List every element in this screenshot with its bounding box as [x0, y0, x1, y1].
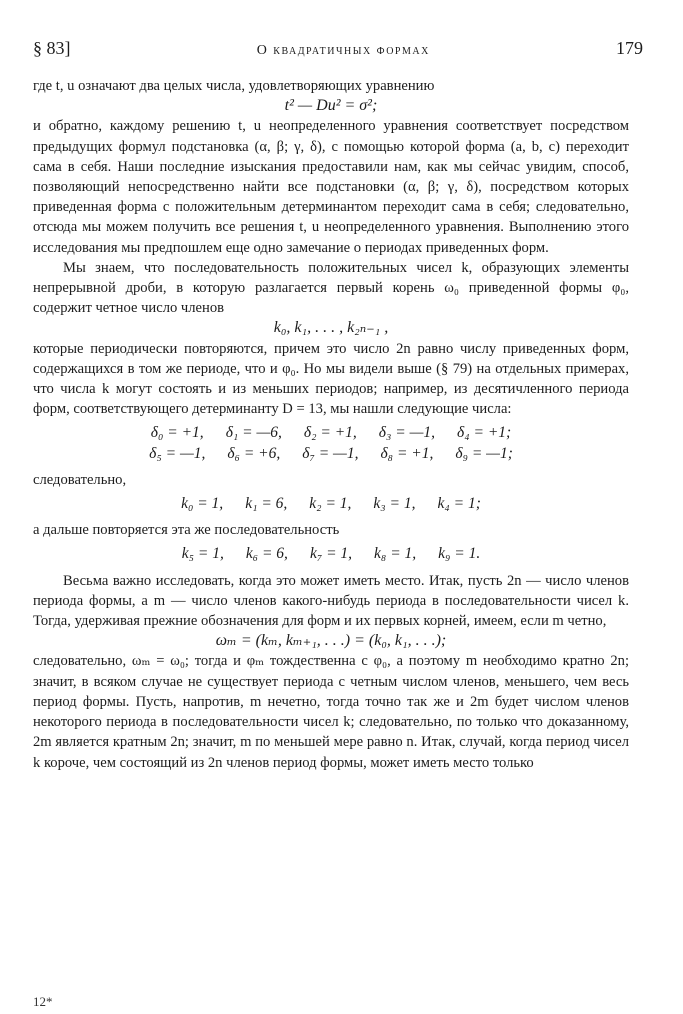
k-value: k₃ = 1, — [373, 495, 416, 513]
k-value: k₇ = 1, — [309, 545, 353, 563]
delta-value: δ₇ = —1, — [302, 444, 359, 462]
k-value: k₅ = 1, — [181, 545, 224, 563]
paragraph: где t, u означают два целых числа, удовлетворяющих уравнению — [33, 78, 435, 94]
running-header — [33, 38, 643, 62]
equation-pell: t² — Du² = σ²; — [284, 97, 378, 115]
page-number: 179 — [616, 38, 643, 58]
equation-omega: ωₘ = (kₘ, kₘ₊₁, . . .) = (k₀, k₁, . . .); — [215, 632, 447, 650]
delta-row — [33, 423, 629, 443]
k-value: k₀ = 1, — [181, 495, 224, 513]
paragraph: Мы знаем, что последовательность положительных чисел k, образующих элементы непрерывной дроби, в которую разлагается первый корень ω₀ приведенной формы φ₀, содержит четное число членов — [33, 259, 629, 317]
delta-row — [33, 444, 629, 464]
paragraph: которые периодически повторяются, причем это число 2n равно числу приведенных форм, содержащихся в том же периоде, что и φ₀. Но мы видели выше (§ 79) на отдельных примерах, что числа k могут состоять и из меньших периодов; например, из десятичленного периода форм, соответствующего детерминанту D = 13, мы нашли следующие числа: — [33, 340, 629, 418]
delta-table — [33, 423, 629, 463]
delta-value: δ₆ = +6, — [227, 444, 281, 462]
delta-value: δ₉ = —1; — [455, 444, 513, 462]
k-row — [33, 544, 629, 564]
paragraph: а дальше повторяется эта же последовательность — [33, 522, 340, 539]
k-row — [33, 494, 629, 514]
k-value: k₉ = 1. — [438, 545, 481, 563]
paragraph: следовательно, — [33, 471, 127, 488]
equation-k-sequence: k₀, k₁, . . . , k₂ₙ₋₁ , — [273, 319, 389, 337]
delta-value: δ₄ = +1; — [457, 424, 512, 442]
delta-value: δ₅ = —1, — [149, 444, 206, 462]
delta-value: δ₈ = +1, — [380, 444, 434, 462]
k-value: k₁ = 6, — [245, 495, 288, 513]
delta-value: δ₁ = —6, — [225, 424, 282, 442]
k-value: k₂ = 1, — [309, 495, 352, 513]
k-value: k₆ = 6, — [245, 545, 288, 563]
delta-value: δ₂ = +1, — [303, 424, 357, 442]
page-body — [33, 76, 629, 773]
k-value: k₄ = 1; — [437, 495, 481, 513]
running-title: О квадратичных формах — [256, 43, 430, 58]
k-value: k₈ = 1, — [374, 545, 417, 563]
delta-value: δ₀ = +1, — [150, 424, 204, 442]
signature-mark: 12* — [33, 994, 53, 1009]
delta-value: δ₃ = —1, — [378, 424, 436, 442]
section-ref: § 83] — [33, 38, 71, 58]
paragraph: Весьма важно исследовать, когда это может иметь место. Итак, пусть 2n — число членов периода формы, а m — число членов какого-нибудь периода в последовательности чисел k. Тогда, удерживая прежние обозначения для форм и их первых корней, имеем, если m четно, — [33, 572, 629, 630]
paragraph: следовательно, ωₘ = ω₀; тогда и φₘ тождественна с φ₀, а поэтому m необходимо кратно 2n; значит, в всяком случае не существует периода с четным числом членов, меньшего, чем весь период формы. Пусть, напротив, m нечетно, тогда точно так же и 2m будет числом членов некоторого периода в последовательности чисел k; следовательно, по только что доказанному, 2m является кратным 2n; значит, m по меньшей мере равно n. Итак, случай, когда период чисел k короче, чем состоящий из 2n членов период формы, может иметь место только — [33, 653, 629, 771]
paragraph: и обратно, каждому решению t, u неопределенного уравнения соответствует посредством предыдущих формул подстановка (α, β; γ, δ), с помощью которой форма (a, b, c) переходит сама в себя. Наши последние изыскания предоставили нам, как мы сейчас увидим, способ, позволяющий непосредственно найти все подстановки (α, β; γ, δ), посредством которых приведенная форма с положительным детерминантом переходит сама в себя; следовательно, отсюда мы можем получить все решения t, u неопределенного уравнения. Выполнению этого исследования мы предпошлем еще одно замечание о периодах приведенных форм. — [33, 118, 629, 256]
